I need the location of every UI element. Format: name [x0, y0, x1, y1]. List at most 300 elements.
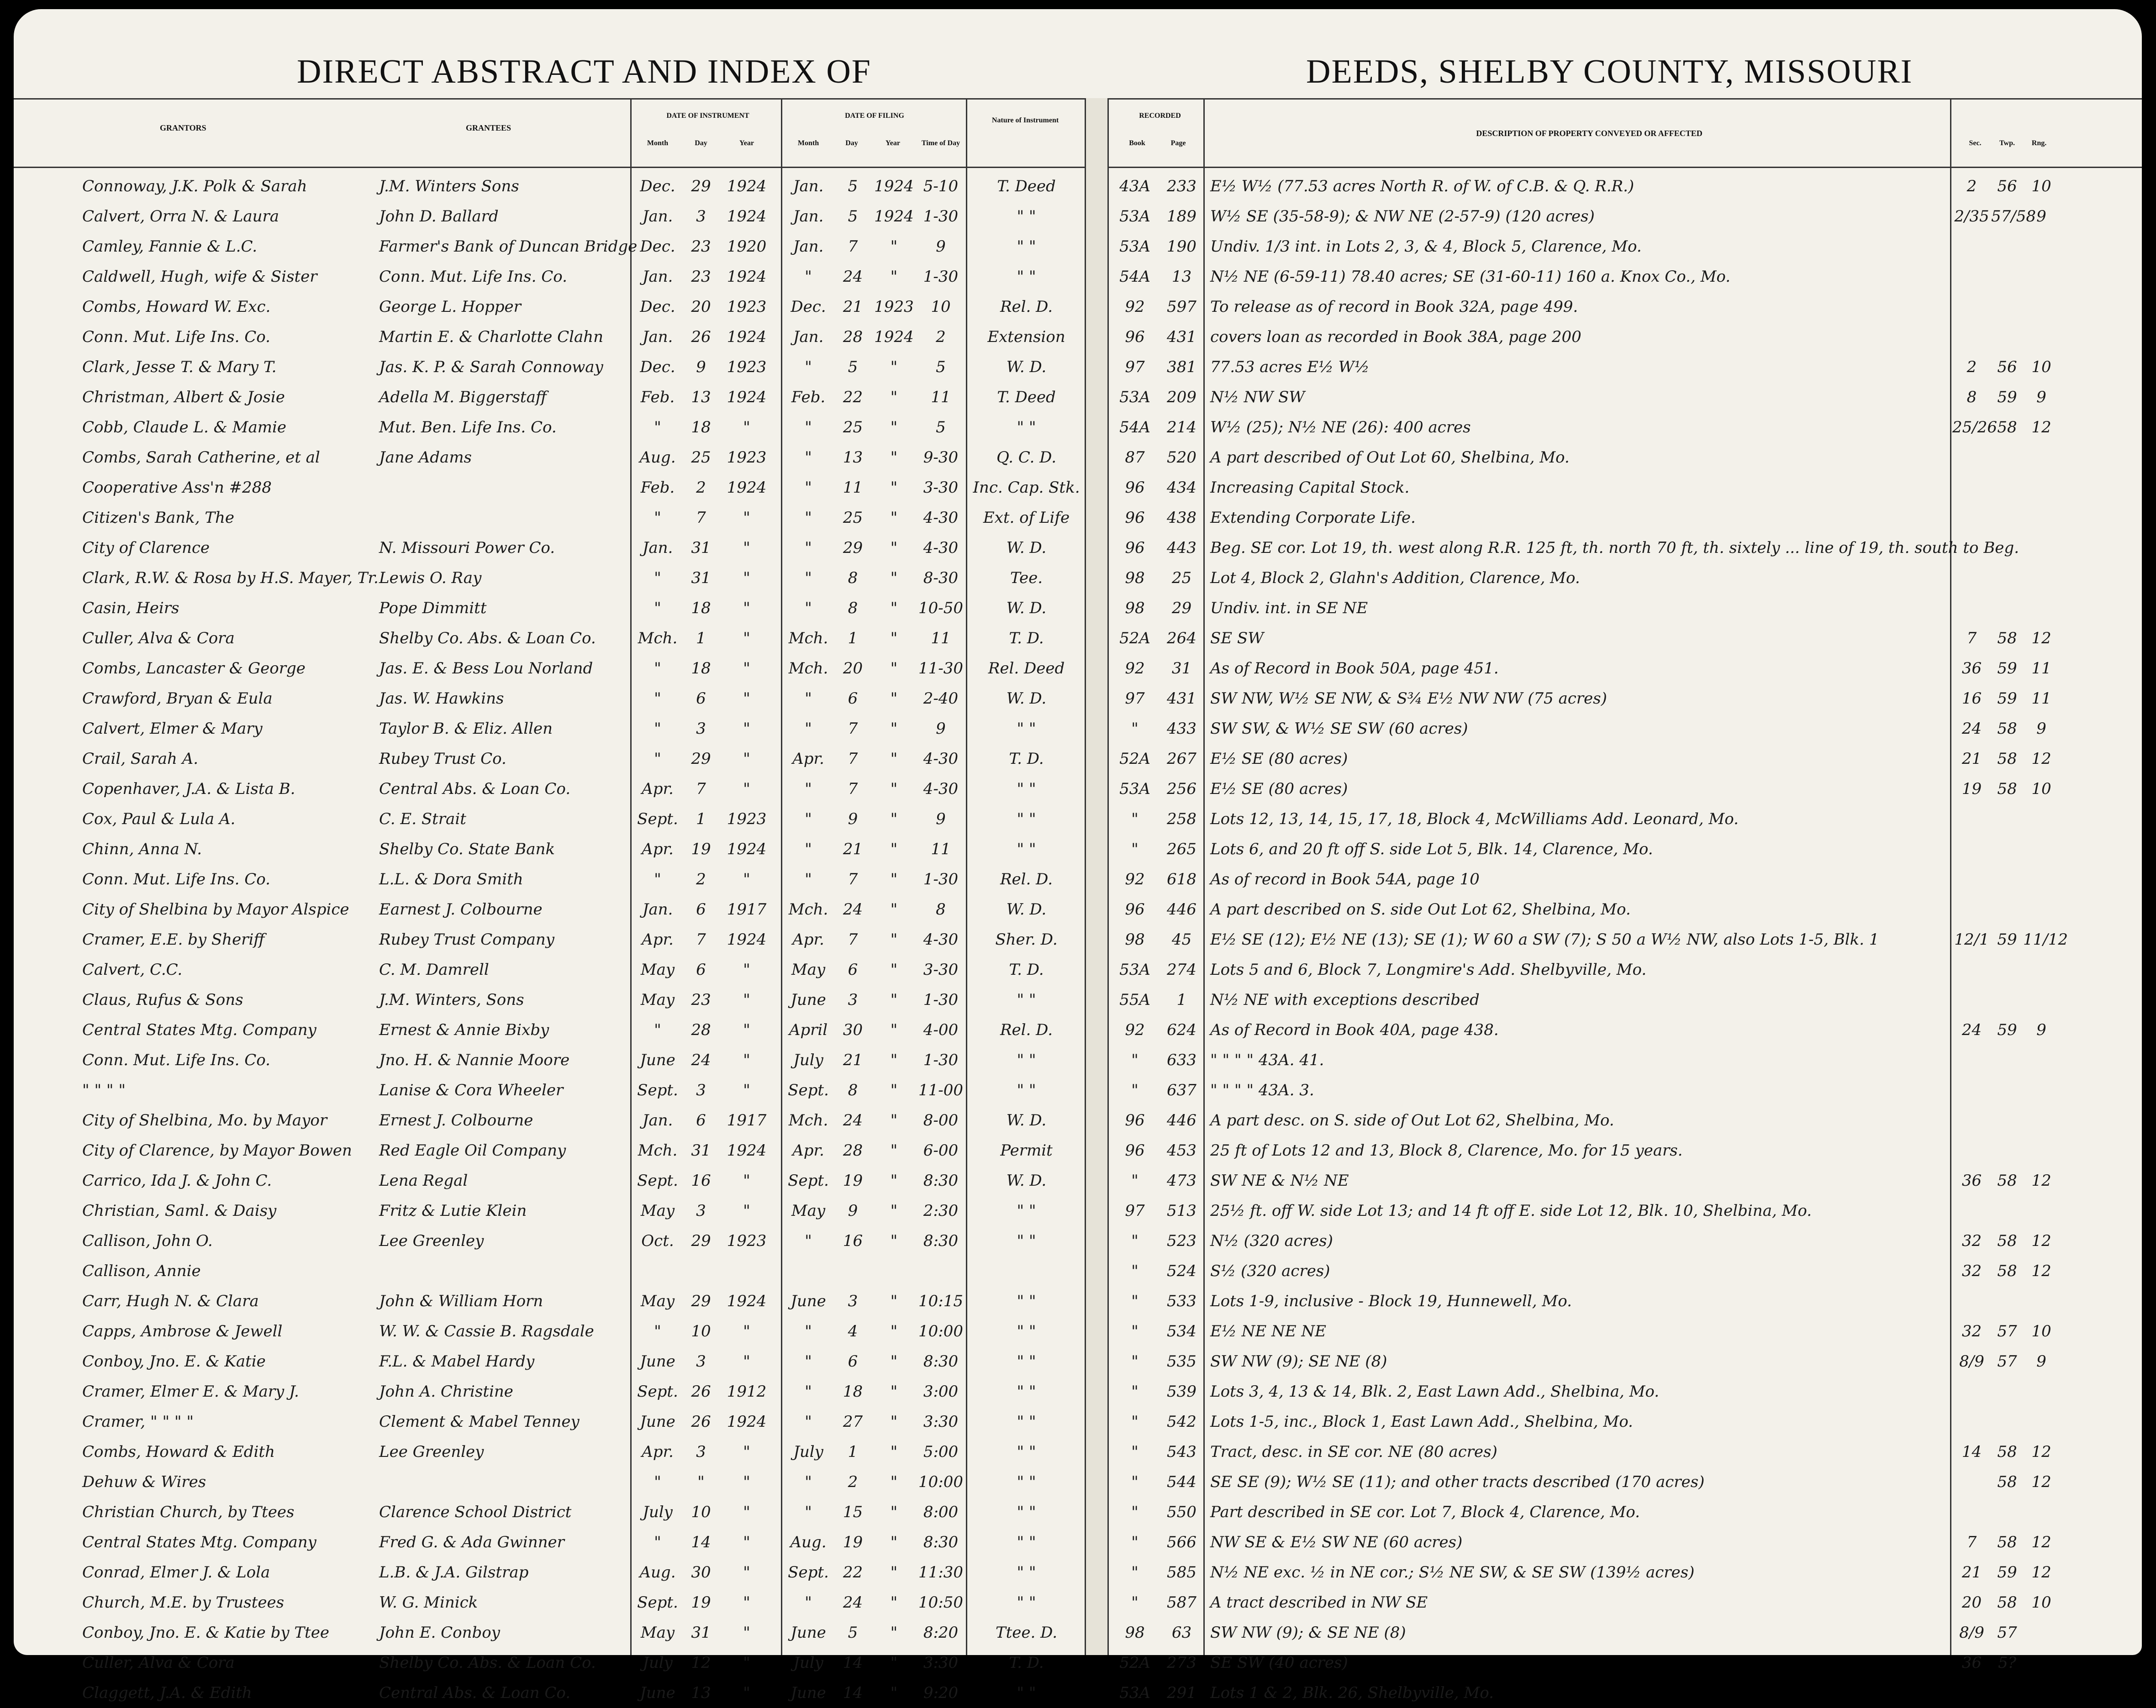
instrument-year-cell: 1924 [727, 207, 767, 226]
grantor-cell: Cobb, Claude L. & Mamie [82, 418, 286, 436]
instrument-month-cell: June [640, 1684, 675, 1702]
book-cell: 52A [1119, 629, 1150, 647]
page-cell: 267 [1167, 750, 1197, 768]
page-cell: 273 [1167, 1654, 1197, 1672]
grantor-cell: Cooperative Ass'n #288 [82, 478, 272, 497]
nature-cell: " " [1017, 1503, 1036, 1521]
rng-cell [2023, 1407, 2060, 1437]
ledger-row [14, 1437, 2142, 1467]
book-cell: 92 [1125, 1021, 1145, 1039]
sec-cell [1952, 533, 1991, 563]
rng-cell [2023, 804, 2060, 834]
nature-cell: " " [1017, 1443, 1036, 1461]
grantor-cell: Citizen's Bank, The [82, 509, 235, 527]
filing-month-cell: " [805, 1503, 812, 1521]
ledger-row [14, 1166, 2142, 1196]
twp-cell [1991, 473, 2023, 503]
filing-time-cell: 10 [931, 298, 951, 316]
nature-cell: W. D. [1006, 900, 1047, 919]
ledger-row [14, 955, 2142, 985]
description-cell: SE SE (9); W½ SE (11); and other tracts described (170 acres) [1210, 1473, 1705, 1491]
nature-cell: " " [1017, 1232, 1036, 1250]
instrument-day-cell: 3 [696, 1443, 706, 1461]
twp-cell [1991, 262, 2023, 292]
description-cell: E½ SE (80 acres) [1210, 780, 1348, 798]
ledger-sheet [14, 9, 2142, 1702]
filing-day-cell: 21 [843, 298, 863, 316]
col-header-page: Page [1170, 139, 1186, 147]
ledger-row [14, 533, 2142, 563]
filing-year-cell: " [890, 1352, 898, 1371]
book-cell: 54A [1119, 418, 1150, 436]
instrument-month-cell: Dec. [640, 177, 675, 195]
instrument-day-cell: 1 [696, 629, 706, 647]
instrument-month-cell: Jan. [642, 207, 673, 226]
page-cell: 585 [1167, 1563, 1197, 1582]
book-cell: 96 [1125, 509, 1145, 527]
instrument-year-cell: " [743, 1684, 750, 1702]
filing-year-cell: " [890, 448, 898, 467]
sec-cell: 32 [1961, 1322, 1982, 1340]
filing-month-cell: " [805, 358, 812, 376]
grantor-cell: Conn. Mut. Life Ins. Co. [82, 328, 270, 346]
sec-cell [1952, 231, 1991, 262]
sec-cell: 7 [1966, 1533, 1977, 1551]
instrument-year-cell: 1923 [727, 448, 767, 467]
ledger-row [14, 503, 2142, 533]
description-cell: Increasing Capital Stock. [1210, 478, 1410, 497]
instrument-day-cell: 23 [691, 991, 711, 1009]
filing-time-cell: 10:15 [918, 1292, 963, 1310]
twp-cell [1991, 1286, 2023, 1316]
book-cell: 96 [1125, 328, 1145, 346]
rng-cell: 10 [2031, 1322, 2051, 1340]
nature-cell [968, 1256, 1085, 1286]
grantee-cell: Central Abs. & Loan Co. [379, 1684, 571, 1702]
twp-cell: 56 [1997, 358, 2017, 376]
book-cell: " [1131, 1593, 1139, 1612]
ledger-row [14, 1286, 2142, 1316]
rng-cell [2023, 985, 2060, 1015]
grantor-cell: Camley, Fannie & L.C. [82, 237, 258, 256]
filing-time-cell: 4-30 [923, 509, 959, 527]
book-cell: 92 [1125, 298, 1145, 316]
rng-cell: 12 [2031, 629, 2051, 647]
filing-month-cell: " [805, 1593, 812, 1612]
description-cell: Lots 1-5, inc., Block 1, East Lawn Add., Shelbina, Mo. [1210, 1413, 1633, 1431]
page-cell: 587 [1167, 1593, 1197, 1612]
instrument-year-cell: 1923 [727, 298, 767, 316]
instrument-year-cell: " [743, 539, 750, 557]
filing-time-cell: 11 [931, 388, 951, 406]
book-cell: 97 [1125, 358, 1145, 376]
grantor-cell: Conn. Mut. Life Ins. Co. [82, 870, 270, 888]
filing-year-cell: " [890, 358, 898, 376]
sec-cell: 21 [1961, 750, 1982, 768]
nature-cell: W. D. [1006, 539, 1047, 557]
filing-day-cell: 7 [848, 930, 858, 949]
ledger-row [14, 1346, 2142, 1377]
grantee-cell: Lee Greenley [379, 1443, 484, 1461]
book-cell: 92 [1125, 659, 1145, 678]
filing-month-cell: May [791, 961, 826, 979]
instrument-month-cell: Dec. [640, 237, 675, 256]
instrument-year-cell: 1924 [727, 388, 767, 406]
instrument-year-cell: " [743, 1624, 750, 1642]
instrument-day-cell: 10 [691, 1503, 711, 1521]
filing-time-cell: 3-30 [923, 961, 959, 979]
book-cell: 53A [1119, 1684, 1150, 1702]
sec-cell [1952, 1467, 1991, 1497]
instrument-year-cell: " [743, 1593, 750, 1612]
book-cell: 53A [1119, 961, 1150, 979]
instrument-month-cell: Dec. [640, 358, 675, 376]
book-cell: " [1131, 1051, 1139, 1069]
sec-cell [1952, 503, 1991, 533]
ledger-row [14, 1527, 2142, 1557]
twp-cell [1991, 1407, 2023, 1437]
instrument-month-cell: " [654, 1021, 661, 1039]
rng-cell [2023, 231, 2060, 262]
description-cell: E½ SE (80 acres) [1210, 750, 1348, 768]
twp-cell: 59 [1997, 1021, 2017, 1039]
ledger-row [14, 925, 2142, 955]
filing-day-cell: 15 [843, 1503, 863, 1521]
ledger-row [14, 1135, 2142, 1166]
page-cell: 45 [1171, 930, 1192, 949]
instrument-year-cell: 1912 [727, 1382, 767, 1401]
sec-cell: 19 [1961, 780, 1982, 798]
rng-cell: 11/12 [2023, 930, 2068, 949]
twp-cell: 59 [1997, 659, 2017, 678]
nature-cell: Ttee. D. [995, 1624, 1058, 1642]
rng-cell: 12 [2031, 1533, 2051, 1551]
instrument-month-cell: " [654, 1322, 661, 1340]
instrument-day-cell: 30 [691, 1563, 711, 1582]
ledger-row [14, 442, 2142, 473]
filing-year-cell: " [890, 750, 898, 768]
instrument-month-cell: " [654, 1473, 661, 1491]
rng-cell [2023, 1497, 2060, 1527]
sec-cell [1952, 1075, 1991, 1105]
instrument-month-cell: Mch. [638, 1141, 678, 1160]
grantee-cell: Shelby Co. Abs. & Loan Co. [379, 629, 596, 647]
filing-time-cell: 11:30 [918, 1563, 963, 1582]
instrument-day-cell: 13 [691, 1684, 711, 1702]
grantee-cell: Central Abs. & Loan Co. [379, 780, 571, 798]
nature-cell: Rel. D. [1000, 870, 1053, 888]
instrument-day-cell: 6 [696, 961, 706, 979]
instrument-month-cell: May [640, 991, 675, 1009]
page-cell: 190 [1167, 237, 1197, 256]
instrument-day-cell: 18 [691, 418, 711, 436]
sec-cell [1952, 985, 1991, 1015]
instrument-month-cell: Jan. [642, 539, 673, 557]
filing-day-cell: 8 [848, 599, 858, 617]
page-title-left: DIRECT ABSTRACT AND INDEX OF [297, 53, 871, 90]
instrument-year-cell: 1920 [727, 237, 767, 256]
rng-cell [2023, 1135, 2060, 1166]
twp-cell [1991, 1678, 2023, 1708]
instrument-month-cell [635, 1256, 680, 1286]
filing-year-cell: " [890, 1533, 898, 1551]
sec-cell [1952, 1045, 1991, 1075]
nature-cell: T. Deed [997, 177, 1056, 195]
filing-year-cell: 1924 [874, 177, 914, 195]
instrument-year-cell: " [743, 659, 750, 678]
filing-day-cell: 16 [843, 1232, 863, 1250]
instrument-day-cell: 19 [691, 1593, 711, 1612]
description-cell: Undiv. 1/3 int. in Lots 2, 3, & 4, Block 5, Clarence, Mo. [1210, 237, 1642, 256]
sec-cell: 8/9 [1959, 1352, 1984, 1371]
filing-day-cell: 3 [848, 1292, 858, 1310]
nature-cell: Rel. D. [1000, 298, 1053, 316]
filing-day-cell: 29 [843, 539, 863, 557]
instrument-month-cell: May [640, 1624, 675, 1642]
filing-day-cell: 24 [843, 1111, 863, 1130]
sec-cell [1952, 442, 1991, 473]
page-cell: 550 [1167, 1503, 1197, 1521]
instrument-year-cell: 1924 [727, 840, 767, 858]
sec-cell [1952, 804, 1991, 834]
instrument-year-cell: " [743, 689, 750, 708]
grantor-cell: Calvert, Elmer & Mary [82, 720, 263, 738]
rng-cell: 12 [2031, 1172, 2051, 1190]
nature-cell: " " [1017, 1563, 1036, 1582]
description-cell: covers loan as recorded in Book 38A, page 200 [1210, 328, 1581, 346]
instrument-year-cell: 1924 [727, 1413, 767, 1431]
description-cell: Lots 3, 4, 13 & 14, Blk. 2, East Lawn Add., Shelbina, Mo. [1210, 1382, 1660, 1401]
grantor-cell: Claggett, J.A. & Edith [82, 1684, 252, 1702]
twp-cell: 58 [1997, 720, 2017, 738]
nature-cell: " " [1017, 268, 1036, 286]
col-header-nature: Nature of Instrument [991, 116, 1059, 124]
page-cell: 446 [1167, 900, 1197, 919]
twp-cell [1991, 864, 2023, 894]
nature-cell: " " [1017, 1081, 1036, 1099]
col-header-grantors: GRANTORS [160, 123, 206, 132]
grantor-cell: " " " " [82, 1081, 126, 1099]
nature-cell: Permit [1000, 1141, 1053, 1160]
filing-day-cell: 9 [848, 810, 858, 828]
grantee-cell: F.L. & Mabel Hardy [379, 1352, 535, 1371]
grantee-cell: Farmer's Bank of Duncan Bridge [379, 237, 638, 256]
instrument-month-cell: June [640, 1051, 675, 1069]
sec-cell [1952, 864, 1991, 894]
rng-cell [2023, 262, 2060, 292]
grantor-cell: Culler, Alva & Cora [82, 1654, 235, 1672]
filing-month-cell: June [791, 1684, 826, 1702]
col-header-day: Day [695, 139, 707, 147]
instrument-year-cell: 1923 [727, 810, 767, 828]
rng-cell [2023, 533, 2060, 563]
instrument-year-cell: " [743, 1172, 750, 1190]
filing-time-cell: 3:30 [923, 1413, 959, 1431]
filing-time-cell: 1-30 [923, 268, 959, 286]
rng-cell [2023, 955, 2060, 985]
grantee-cell [379, 1256, 630, 1286]
grantor-cell: Dehuw & Wires [82, 1473, 206, 1491]
filing-day-cell: 7 [848, 237, 858, 256]
instrument-month-cell: Mch. [638, 629, 678, 647]
book-cell: 98 [1125, 599, 1145, 617]
nature-cell: " " [1017, 207, 1036, 226]
filing-time-cell: 5 [936, 358, 946, 376]
col-header-month: Month [647, 139, 669, 147]
filing-month-cell: Feb. [791, 388, 826, 406]
instrument-day-cell: 7 [696, 780, 706, 798]
twp-cell [1991, 894, 2023, 925]
nature-cell: Rel. D. [1000, 1021, 1053, 1039]
sec-cell [1952, 473, 1991, 503]
grantee-cell: Adella M. Biggerstaff [379, 388, 547, 406]
filing-month-cell: May [791, 1202, 826, 1220]
filing-time-cell: 10:50 [918, 1593, 963, 1612]
instrument-year-cell: 1917 [727, 1111, 767, 1130]
instrument-day-cell: 3 [696, 1081, 706, 1099]
instrument-month-cell: " [654, 870, 661, 888]
grantor-cell: Calvert, Orra N. & Laura [82, 207, 279, 226]
col-header-date-filing: DATE OF FILING [845, 112, 904, 120]
instrument-day-cell: 9 [696, 358, 706, 376]
page-cell: 597 [1167, 298, 1197, 316]
sec-cell: 7 [1966, 629, 1977, 647]
page-cell: 256 [1167, 780, 1197, 798]
grantee-cell [379, 1467, 630, 1497]
filing-month-cell: " [805, 1382, 812, 1401]
filing-year-cell: " [890, 1322, 898, 1340]
instrument-day-cell: 18 [691, 659, 711, 678]
instrument-day-cell: 31 [691, 569, 711, 587]
twp-cell [1991, 1045, 2023, 1075]
description-cell: SE SW (40 acres) [1210, 1654, 1348, 1672]
filing-month-cell: " [805, 478, 812, 497]
page-cell: 520 [1167, 448, 1197, 467]
description-cell: A part described on S. side Out Lot 62, Shelbina, Mo. [1210, 900, 1631, 919]
instrument-day-cell: 12 [691, 1654, 711, 1672]
twp-cell: 59 [1997, 930, 2017, 949]
filing-time-cell: 4-30 [923, 539, 959, 557]
instrument-day-cell: 24 [691, 1051, 711, 1069]
instrument-day-cell: 23 [691, 268, 711, 286]
filing-month-cell: June [791, 1292, 826, 1310]
instrument-month-cell: Apr. [642, 840, 674, 858]
description-cell: N½ NE (6-59-11) 78.40 acres; SE (31-60-11) 160 a. Knox Co., Mo. [1210, 268, 1731, 286]
instrument-year-cell: 1924 [727, 478, 767, 497]
filing-time-cell [916, 1256, 966, 1286]
book-cell: " [1131, 1382, 1139, 1401]
filing-month-cell: " [805, 870, 812, 888]
grantee-cell: Rubey Trust Co. [379, 750, 506, 768]
instrument-year-cell: " [743, 418, 750, 436]
ledger-row [14, 774, 2142, 804]
filing-day-cell: 19 [843, 1172, 863, 1190]
instrument-month-cell: June [640, 1352, 675, 1371]
instrument-month-cell: " [654, 659, 661, 678]
instrument-month-cell: Dec. [640, 298, 675, 316]
book-cell: 53A [1119, 388, 1150, 406]
book-cell: " [1131, 840, 1139, 858]
instrument-day-cell: 31 [691, 1141, 711, 1160]
grantor-cell: Cox, Paul & Lula A. [82, 810, 236, 828]
grantor-cell: Combs, Sarah Catherine, et al [82, 448, 320, 467]
instrument-year-cell: " [743, 1443, 750, 1461]
filing-time-cell: 9 [936, 237, 946, 256]
grantor-cell: Christian, Saml. & Daisy [82, 1202, 277, 1220]
filing-year-cell: " [890, 478, 898, 497]
instrument-day-cell: 31 [691, 539, 711, 557]
book-cell: 52A [1119, 750, 1150, 768]
sec-cell: 14 [1961, 1443, 1982, 1461]
col-header-year: Year [886, 139, 900, 147]
page-cell: 209 [1167, 388, 1197, 406]
filing-month-cell: Apr. [792, 750, 824, 768]
filing-year-cell: " [890, 840, 898, 858]
instrument-day-cell: 1 [696, 810, 706, 828]
instrument-year-cell: 1924 [727, 1141, 767, 1160]
grantor-cell: Conrad, Elmer J. & Lola [82, 1563, 270, 1582]
filing-year-cell: " [890, 1051, 898, 1069]
filing-day-cell: 28 [843, 328, 863, 346]
col-header-month: Month [797, 139, 819, 147]
filing-year-cell: " [890, 1443, 898, 1461]
rng-cell: 11 [2031, 659, 2051, 678]
nature-cell: Sher. D. [995, 930, 1058, 949]
grantor-cell: Cramer, Elmer E. & Mary J. [82, 1382, 299, 1401]
ledger-row [14, 894, 2142, 925]
filing-year-cell: " [890, 659, 898, 678]
filing-month-cell: June [791, 1624, 826, 1642]
instrument-year-cell: " [743, 599, 750, 617]
description-cell: E½ SE (12); E½ NE (13); SE (1); W 60 a SW (7); S 50 a W½ NW, also Lots 1-5, Blk. 1 [1210, 930, 1879, 949]
col-header-book: Book [1129, 139, 1145, 147]
filing-month-cell: " [805, 448, 812, 467]
ledger-row [14, 412, 2142, 442]
filing-year-cell: " [890, 1021, 898, 1039]
grantor-cell: Crawford, Bryan & Eula [82, 689, 273, 708]
page-cell: 534 [1167, 1322, 1197, 1340]
instrument-day-cell: 14 [691, 1533, 711, 1551]
filing-month-cell: Sept. [788, 1563, 829, 1582]
instrument-day-cell: 2 [696, 478, 706, 497]
instrument-year-cell: " [743, 720, 750, 738]
nature-cell: " " [1017, 1684, 1036, 1702]
rng-cell [2023, 864, 2060, 894]
instrument-day-cell: 16 [691, 1172, 711, 1190]
book-cell: 53A [1119, 207, 1150, 226]
instrument-month-cell: July [643, 1654, 673, 1672]
instrument-month-cell: Jan. [642, 900, 673, 919]
filing-year-cell: " [890, 1232, 898, 1250]
filing-year-cell: " [890, 569, 898, 587]
nature-cell: " " [1017, 1413, 1036, 1431]
filing-time-cell: 1-30 [923, 207, 959, 226]
twp-cell [1991, 985, 2023, 1015]
description-cell: SW NW (9); SE NE (8) [1210, 1352, 1387, 1371]
filing-year-cell: " [890, 599, 898, 617]
book-cell: " [1131, 1262, 1139, 1280]
filing-day-cell: 6 [848, 961, 858, 979]
grantee-cell: Ernest J. Colbourne [379, 1111, 533, 1130]
description-cell: N½ NE with exceptions described [1210, 991, 1480, 1009]
ledger-row [14, 1587, 2142, 1618]
filing-day-cell: 24 [843, 900, 863, 919]
filing-month-cell: April [789, 1021, 828, 1039]
filing-year-cell: " [890, 810, 898, 828]
grantor-cell: Callison, John O. [82, 1232, 213, 1250]
instrument-year-cell: " [743, 629, 750, 647]
filing-day-cell: 21 [843, 840, 863, 858]
